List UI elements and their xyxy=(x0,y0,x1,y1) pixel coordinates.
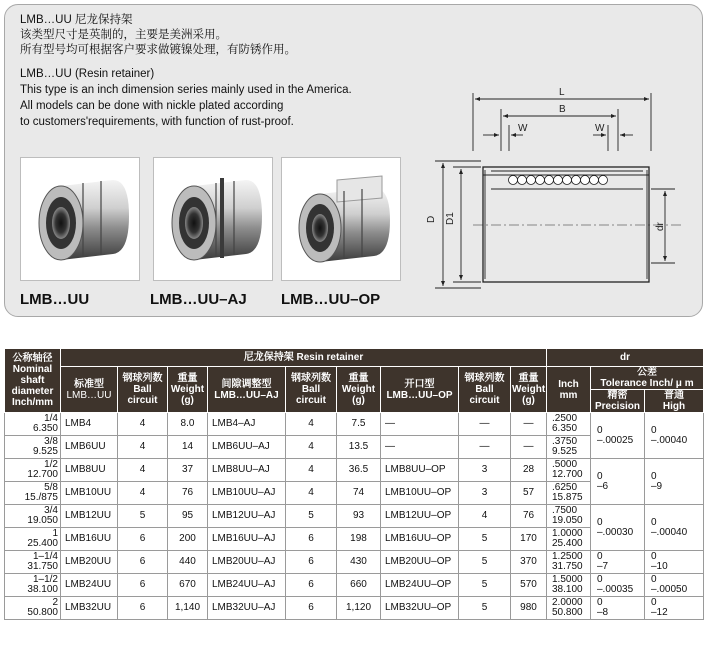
cell-dr: .3750 9.525 xyxy=(547,436,591,459)
spec-table xyxy=(4,348,704,620)
cell-nominal: 1/4 6.350 xyxy=(5,413,61,436)
label-W-left: W xyxy=(518,123,528,134)
cell-b2: 4 xyxy=(286,436,337,459)
cell-tolerance-high: 0 –.00040 xyxy=(645,413,704,459)
en-description-line-1: This type is an inch dimension series mainly used in the America. xyxy=(20,84,352,96)
header-dr: dr xyxy=(547,349,704,367)
cell-op: LMB24UU–OP xyxy=(381,574,459,597)
cell-aj: LMB32UU–AJ xyxy=(208,597,286,620)
cell-tolerance-high: 0 –10 xyxy=(645,551,704,574)
cell-nominal: 1/2 12.700 xyxy=(5,459,61,482)
cell-b3: 3 xyxy=(459,459,511,482)
cell-w2: 93 xyxy=(337,505,381,528)
cell-w2: 36.5 xyxy=(337,459,381,482)
zh-description-line-1: 该类型尺寸是英制的，主要是美洲采用。 xyxy=(20,29,227,41)
product-photo-uu xyxy=(20,157,140,281)
cell-w1: 1,140 xyxy=(168,597,208,620)
bearing-section-drawing xyxy=(413,85,683,297)
cell-b3: 5 xyxy=(459,551,511,574)
cell-op: — xyxy=(381,413,459,436)
cell-b3: — xyxy=(459,436,511,459)
cell-b2: 6 xyxy=(286,528,337,551)
en-title: LMB…UU (Resin retainer) xyxy=(20,68,155,80)
cell-tolerance-precision: 0 –8 xyxy=(591,597,645,620)
header-weight-1: 重量 Weight (g) xyxy=(168,367,208,413)
header-resin-retainer: 尼龙保持架 Resin retainer xyxy=(61,349,547,367)
cell-w3: 980 xyxy=(511,597,547,620)
cell-w2: 198 xyxy=(337,528,381,551)
cell-nominal: 3/4 19.050 xyxy=(5,505,61,528)
cell-b3: 5 xyxy=(459,528,511,551)
cell-w1: 14 xyxy=(168,436,208,459)
cell-dr: 2.0000 50.800 xyxy=(547,597,591,620)
cell-dr: 1.2500 31.750 xyxy=(547,551,591,574)
zh-title: LMB…UU 尼龙保持架 xyxy=(20,14,133,26)
cell-w2: 74 xyxy=(337,482,381,505)
cell-w3: — xyxy=(511,413,547,436)
cell-op: LMB8UU–OP xyxy=(381,459,459,482)
header-tolerance: 公差 Tolerance Inch/ μ m xyxy=(591,367,704,390)
cell-w3: 28 xyxy=(511,459,547,482)
cell-std: LMB6UU xyxy=(61,436,118,459)
zh-description-line-2: 所有型号均可根据客户要求做镀镍处理，有防锈作用。 xyxy=(20,44,296,56)
cell-b1: 4 xyxy=(118,413,168,436)
cell-w1: 440 xyxy=(168,551,208,574)
cell-tolerance-high: 0 –9 xyxy=(645,459,704,505)
cell-w3: 57 xyxy=(511,482,547,505)
label-B: B xyxy=(559,104,566,115)
cell-w1: 37 xyxy=(168,459,208,482)
cell-w2: 660 xyxy=(337,574,381,597)
cell-b2: 4 xyxy=(286,459,337,482)
label-D: D xyxy=(426,215,437,223)
cell-std: LMB10UU xyxy=(61,482,118,505)
cell-tolerance-high: 0 –.00050 xyxy=(645,574,704,597)
table-row xyxy=(5,505,704,528)
cell-w1: 76 xyxy=(168,482,208,505)
header-weight-2: 重量 Weight (g) xyxy=(337,367,381,413)
cell-tolerance-precision: 0 –.00035 xyxy=(591,574,645,597)
cell-op: LMB12UU–OP xyxy=(381,505,459,528)
header-aj-type: 间隙调整型 LMB…UU–AJ xyxy=(208,367,286,413)
cell-nominal: 5/8 15./875 xyxy=(5,482,61,505)
cell-w1: 8.0 xyxy=(168,413,208,436)
cell-nominal: 1–1/2 38.100 xyxy=(5,574,61,597)
product-photo-uu-aj xyxy=(153,157,273,281)
cell-aj: LMB10UU–AJ xyxy=(208,482,286,505)
cell-dr: 1.0000 25.400 xyxy=(547,528,591,551)
cell-tolerance-high: 0 –12 xyxy=(645,597,704,620)
cell-b1: 4 xyxy=(118,459,168,482)
info-panel xyxy=(4,4,703,317)
spec-table-body xyxy=(5,413,704,620)
cell-w2: 13.5 xyxy=(337,436,381,459)
header-ball-circuit-1: 钢球列数 Ball circuit xyxy=(118,367,168,413)
cell-b1: 6 xyxy=(118,597,168,620)
header-ball-circuit-2: 钢球列数 Ball circuit xyxy=(286,367,337,413)
cell-w3: 570 xyxy=(511,574,547,597)
cell-b3: 3 xyxy=(459,482,511,505)
cell-nominal: 3/8 9.525 xyxy=(5,436,61,459)
cell-b3: 4 xyxy=(459,505,511,528)
table-row xyxy=(5,413,704,436)
cell-nominal: 1 25.400 xyxy=(5,528,61,551)
cell-dr: 1.5000 38.100 xyxy=(547,574,591,597)
cell-tolerance-high: 0 –.00040 xyxy=(645,505,704,551)
table-row xyxy=(5,551,704,574)
cell-op: LMB16UU–OP xyxy=(381,528,459,551)
cell-tolerance-precision: 0 –6 xyxy=(591,459,645,505)
cell-op: LMB32UU–OP xyxy=(381,597,459,620)
cell-w2: 7.5 xyxy=(337,413,381,436)
product-photo-uu-op xyxy=(281,157,401,281)
cell-dr: .5000 12.700 xyxy=(547,459,591,482)
cell-std: LMB20UU xyxy=(61,551,118,574)
bearing-uu-image xyxy=(21,158,139,280)
cell-std: LMB12UU xyxy=(61,505,118,528)
cell-b1: 6 xyxy=(118,574,168,597)
cell-dr: .7500 19.050 xyxy=(547,505,591,528)
label-dr: dr xyxy=(655,222,666,231)
header-ball-circuit-3: 钢球列数 Ball circuit xyxy=(459,367,511,413)
cell-b2: 6 xyxy=(286,574,337,597)
cell-b1: 6 xyxy=(118,551,168,574)
header-weight-3: 重量 Weight (g) xyxy=(511,367,547,413)
cell-std: LMB32UU xyxy=(61,597,118,620)
caption-uu-aj: LMB…UU–AJ xyxy=(150,291,247,308)
cell-tolerance-precision: 0 –.00025 xyxy=(591,413,645,459)
header-inch-mm: Inch mm xyxy=(547,367,591,413)
en-description-line-3: to customers'requirements, with function of rust-proof. xyxy=(20,116,294,128)
header-standard-type: 标准型 LMB…UU xyxy=(61,367,118,413)
cell-tolerance-precision: 0 –7 xyxy=(591,551,645,574)
cell-b3: 5 xyxy=(459,597,511,620)
cell-aj: LMB20UU–AJ xyxy=(208,551,286,574)
cell-b3: 5 xyxy=(459,574,511,597)
caption-uu: LMB…UU xyxy=(20,291,90,308)
cell-w3: 76 xyxy=(511,505,547,528)
cell-b3: — xyxy=(459,413,511,436)
cell-std: LMB16UU xyxy=(61,528,118,551)
cell-b2: 4 xyxy=(286,413,337,436)
cell-aj: LMB12UU–AJ xyxy=(208,505,286,528)
cell-nominal: 2 50.800 xyxy=(5,597,61,620)
cell-aj: LMB16UU–AJ xyxy=(208,528,286,551)
cell-std: LMB8UU xyxy=(61,459,118,482)
cell-std: LMB4 xyxy=(61,413,118,436)
cell-b2: 6 xyxy=(286,551,337,574)
cell-b1: 4 xyxy=(118,436,168,459)
cell-tolerance-precision: 0 –.00030 xyxy=(591,505,645,551)
cell-w1: 95 xyxy=(168,505,208,528)
cell-b2: 6 xyxy=(286,597,337,620)
header-op-type: 开口型 LMB…UU–OP xyxy=(381,367,459,413)
en-description-line-2: All models can be done with nickle plated according xyxy=(20,100,284,112)
cell-op: LMB20UU–OP xyxy=(381,551,459,574)
cell-w3: 170 xyxy=(511,528,547,551)
bearing-uu-op-image xyxy=(282,158,400,280)
label-L: L xyxy=(559,87,565,98)
cell-std: LMB24UU xyxy=(61,574,118,597)
table-row xyxy=(5,574,704,597)
cell-b2: 5 xyxy=(286,505,337,528)
cell-dr: .6250 15.875 xyxy=(547,482,591,505)
cell-aj: LMB4–AJ xyxy=(208,413,286,436)
cell-dr: .2500 6.350 xyxy=(547,413,591,436)
cell-b1: 6 xyxy=(118,528,168,551)
header-precision: 精密 Precision xyxy=(591,390,645,413)
cell-w3: — xyxy=(511,436,547,459)
cell-aj: LMB6UU–AJ xyxy=(208,436,286,459)
cell-nominal: 1–1/4 31.750 xyxy=(5,551,61,574)
cell-aj: LMB8UU–AJ xyxy=(208,459,286,482)
label-D1: D1 xyxy=(445,212,456,225)
cell-op: LMB10UU–OP xyxy=(381,482,459,505)
table-row xyxy=(5,597,704,620)
label-W-right: W xyxy=(595,123,605,134)
cell-b2: 4 xyxy=(286,482,337,505)
cell-op: — xyxy=(381,436,459,459)
cell-w2: 430 xyxy=(337,551,381,574)
cell-b1: 5 xyxy=(118,505,168,528)
header-high: 普通 High xyxy=(645,390,704,413)
header-nominal-diameter: 公称轴径 Nominal shaft diameter Inch/mm xyxy=(5,349,61,413)
cell-w1: 670 xyxy=(168,574,208,597)
bearing-uu-aj-image xyxy=(154,158,272,280)
caption-uu-op: LMB…UU–OP xyxy=(281,291,381,308)
cell-w3: 370 xyxy=(511,551,547,574)
cell-w2: 1,120 xyxy=(337,597,381,620)
cell-w1: 200 xyxy=(168,528,208,551)
table-row xyxy=(5,459,704,482)
cell-aj: LMB24UU–AJ xyxy=(208,574,286,597)
cell-b1: 4 xyxy=(118,482,168,505)
